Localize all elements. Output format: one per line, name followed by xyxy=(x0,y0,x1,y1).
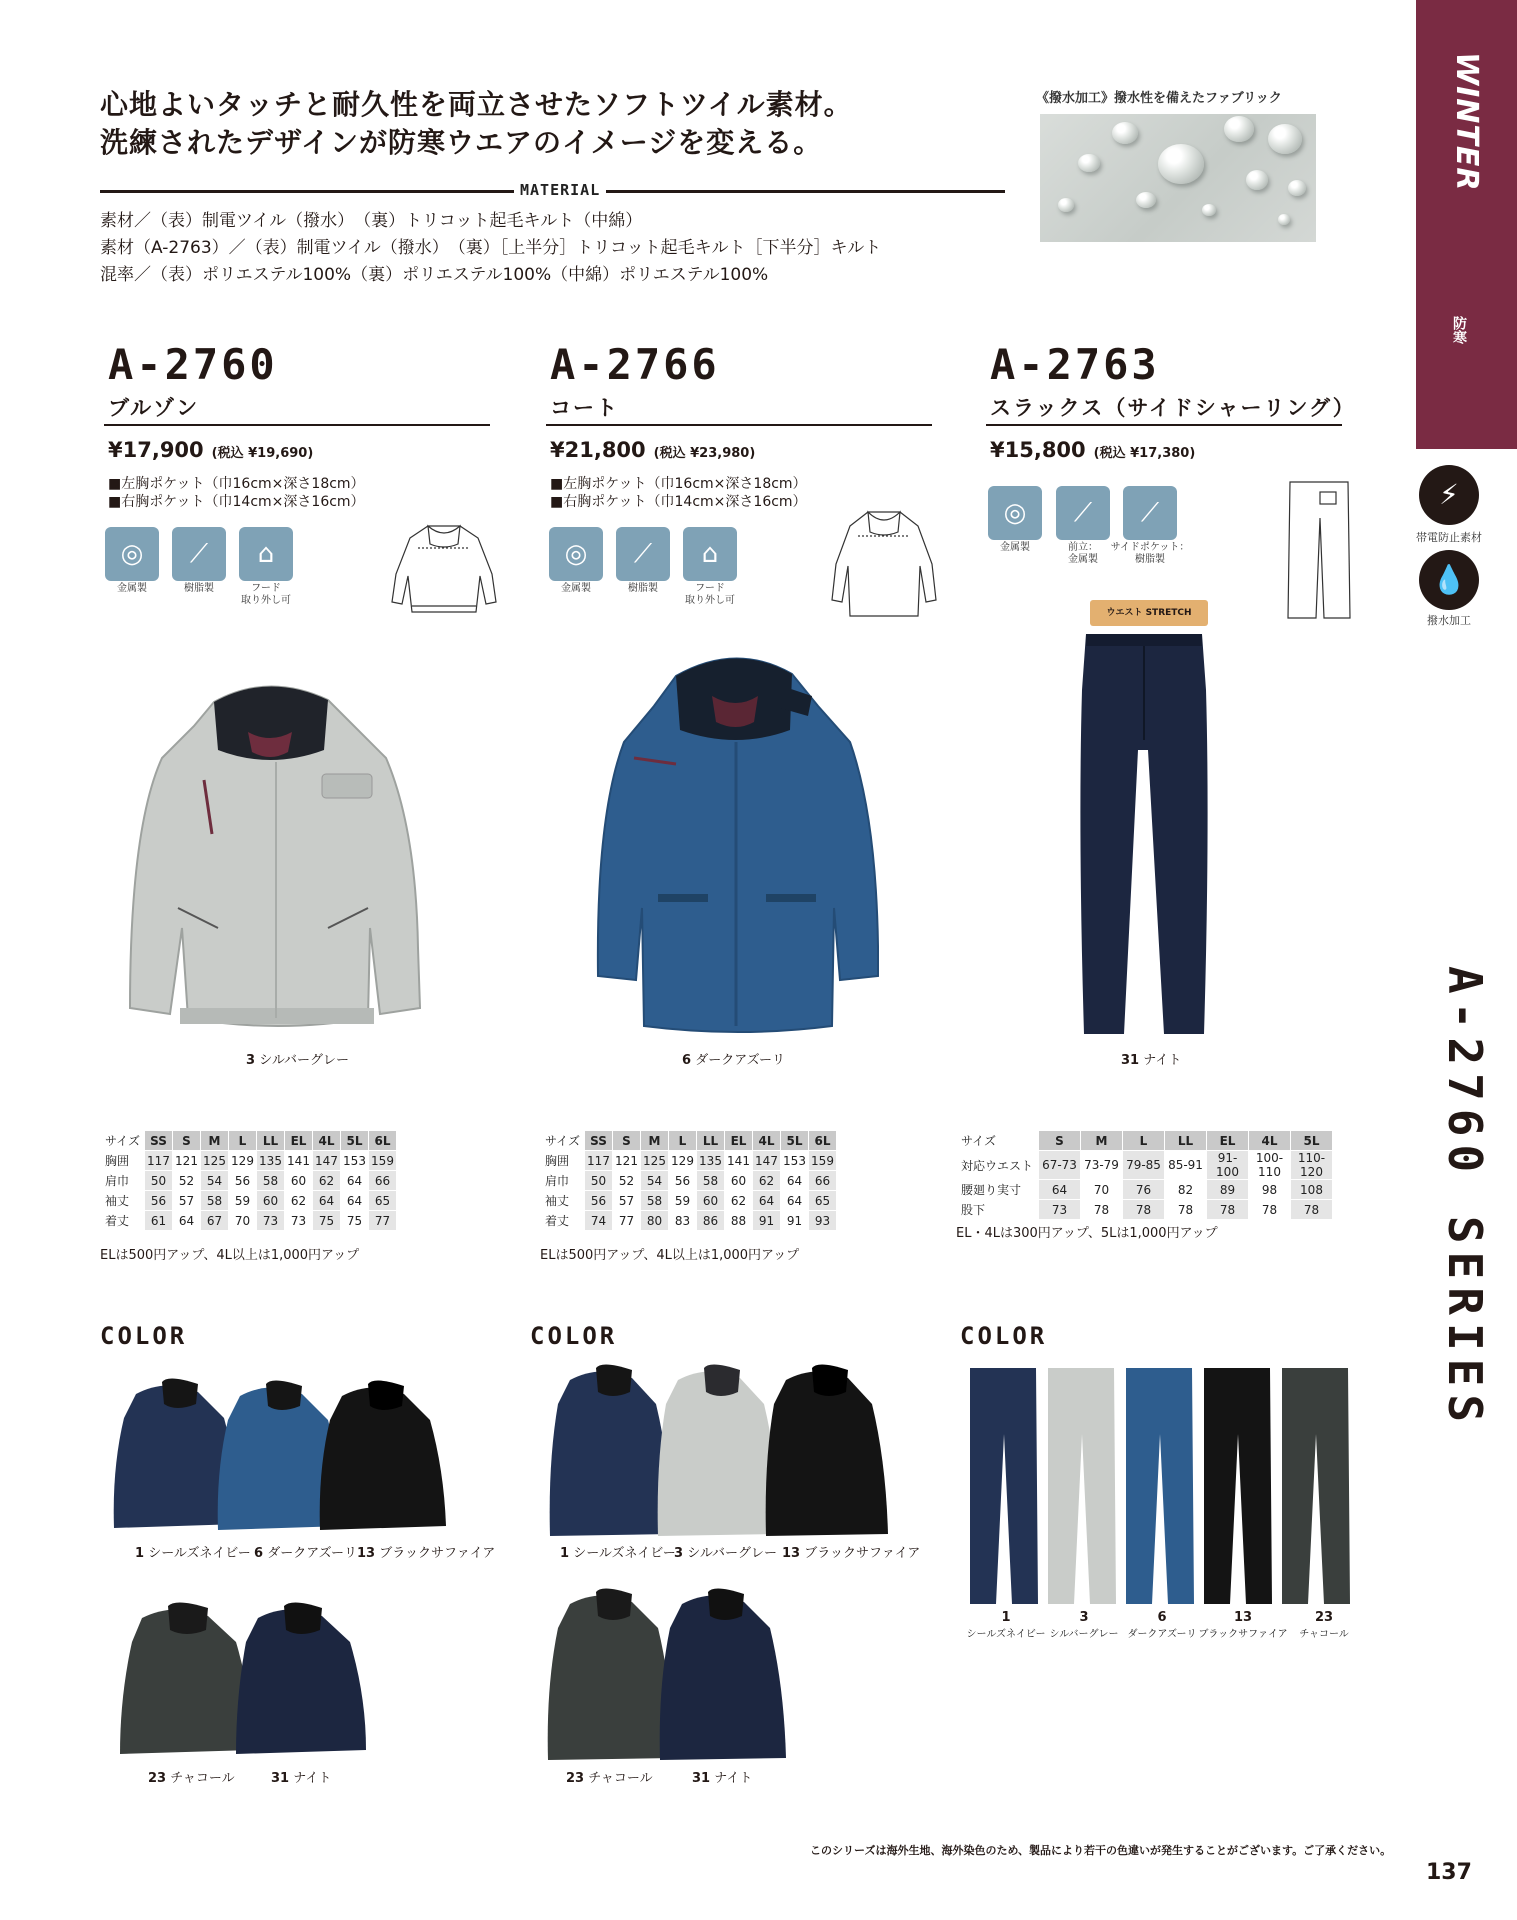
size-cell: 78 xyxy=(1207,1200,1249,1220)
size-cell: 135 xyxy=(697,1151,725,1171)
size-cell: 64 xyxy=(341,1191,369,1211)
size-cell: 60 xyxy=(257,1191,285,1211)
size-cell: 73-79 xyxy=(1081,1151,1123,1180)
size-cell: 64 xyxy=(1039,1180,1081,1200)
tax-price: (税込 ¥19,690) xyxy=(211,446,314,461)
size-cell: 腰廻り実寸 xyxy=(957,1180,1039,1200)
color-caption xyxy=(135,1542,251,1561)
size-cell: 91-100 xyxy=(1207,1151,1249,1180)
size-header-cell: EL xyxy=(1207,1131,1249,1151)
product-code: A-2766 xyxy=(550,340,720,389)
size-cell: 54 xyxy=(641,1171,669,1191)
size-header-cell: 4L xyxy=(753,1131,781,1151)
zipper-icon: ⟋ xyxy=(1123,486,1177,540)
size-cell: 78 xyxy=(1291,1200,1333,1220)
size-header-cell: S xyxy=(613,1131,641,1151)
size-note: ELは500円アップ、4L以上は1,000円アップ xyxy=(540,1248,800,1263)
size-cell: 83 xyxy=(669,1211,697,1231)
size-header-cell: M xyxy=(641,1131,669,1151)
slacks-color-variants xyxy=(966,1364,1372,1610)
size-cell: 64 xyxy=(781,1191,809,1211)
size-table xyxy=(956,1130,1333,1220)
product-code: A-2760 xyxy=(108,340,278,389)
size-cell: 股下 xyxy=(957,1200,1039,1220)
size-cell: 62 xyxy=(725,1191,753,1211)
waist-stretch-label: ウエスト STRETCH xyxy=(1090,600,1208,626)
product-divider xyxy=(986,424,1342,426)
slacks-color-captions xyxy=(966,1610,1366,1644)
price-value: ¥15,800 xyxy=(990,438,1086,462)
color-caption xyxy=(271,1767,331,1786)
color-caption xyxy=(566,1767,653,1786)
size-header-cell: L xyxy=(229,1131,257,1151)
size-table-row xyxy=(541,1151,837,1171)
headline-line-1: 心地よいタッチと耐久性を両立させたソフトツイル素材。 xyxy=(100,88,853,121)
size-cell: 76 xyxy=(1123,1180,1165,1200)
size-cell: 65 xyxy=(809,1191,837,1211)
size-cell: 91 xyxy=(753,1211,781,1231)
size-table-header xyxy=(957,1131,1333,1151)
feature-caption: フード 取り外し可 xyxy=(241,583,291,606)
size-table xyxy=(100,1130,397,1231)
color-number: 31 xyxy=(271,1771,290,1786)
size-cell: 胸囲 xyxy=(541,1151,585,1171)
size-cell: 袖丈 xyxy=(101,1191,145,1211)
color-number: 3 xyxy=(246,1053,256,1068)
size-cell: 肩巾 xyxy=(101,1171,145,1191)
headline xyxy=(100,86,980,162)
pocket-line: ■右胸ポケット（巾14cm×深さ16cm） xyxy=(108,494,365,510)
size-cell: 153 xyxy=(781,1151,809,1171)
color-disclaimer: このシリーズは海外生地、海外染色のため、製品により若干の色違いが発生することがございます。ご了承ください。 xyxy=(810,1844,1392,1857)
pocket-line: ■左胸ポケット（巾16cm×深さ18cm） xyxy=(550,476,807,492)
size-cell: 60 xyxy=(285,1171,313,1191)
size-cell: 57 xyxy=(173,1191,201,1211)
size-cell: 64 xyxy=(341,1171,369,1191)
size-cell: 135 xyxy=(257,1151,285,1171)
product-price xyxy=(550,438,755,462)
material-text xyxy=(100,208,1000,289)
size-cell: 141 xyxy=(285,1151,313,1171)
winter-model-title: WINTER MODEL xyxy=(1377,52,1484,192)
color-name: チャコール xyxy=(170,1771,235,1786)
color-name: シルバーグレー xyxy=(1049,1629,1119,1640)
water-repellent-icon: 💧 xyxy=(1419,550,1479,610)
price-value: ¥17,900 xyxy=(108,438,204,462)
color-caption xyxy=(966,1610,1046,1640)
tax-price: (税込 ¥17,380) xyxy=(1093,446,1196,461)
pocket-line: ■右胸ポケット（巾14cm×深さ16cm） xyxy=(550,494,807,510)
material-line: 素材（A-2763）／（表）制電ツイル（撥水） （裏）［上半分］トリコット起毛キルト［下半分］キルト xyxy=(100,238,882,258)
coat-color-variants-2 xyxy=(540,1586,810,1766)
color-number: 23 xyxy=(1314,1610,1334,1625)
color-name: ブラックサファイア xyxy=(804,1546,921,1561)
color-name: シールズネイビー xyxy=(573,1546,676,1561)
size-cell: 62 xyxy=(753,1171,781,1191)
size-cell: 対応ウエスト xyxy=(957,1151,1039,1180)
color-number: 23 xyxy=(566,1771,585,1786)
size-cell: 66 xyxy=(809,1171,837,1191)
size-cell: 54 xyxy=(201,1171,229,1191)
size-cell: 64 xyxy=(781,1171,809,1191)
color-name: ブラックサファイア xyxy=(1198,1629,1288,1640)
color-name: ダークアズーリ xyxy=(1127,1629,1197,1640)
color-caption xyxy=(692,1767,752,1786)
size-header-cell: 4L xyxy=(313,1131,341,1151)
size-header-cell: EL xyxy=(285,1131,313,1151)
size-header-cell: L xyxy=(1123,1131,1165,1151)
color-heading: COLOR xyxy=(100,1322,188,1350)
main-color-caption xyxy=(682,1049,785,1068)
color-number: 31 xyxy=(1121,1053,1140,1068)
color-name: シルバーグレー xyxy=(687,1546,777,1561)
size-table-row xyxy=(957,1200,1333,1220)
color-number: 13 xyxy=(357,1546,376,1561)
size-cell: 159 xyxy=(369,1151,397,1171)
size-cell: 78 xyxy=(1081,1200,1123,1220)
feature-caption: 金属製 xyxy=(1000,542,1030,553)
color-number: 23 xyxy=(148,1771,167,1786)
size-cell: 肩巾 xyxy=(541,1171,585,1191)
size-cell: 73 xyxy=(285,1211,313,1231)
size-cell: 66 xyxy=(369,1171,397,1191)
color-caption xyxy=(357,1542,495,1561)
feature-caption: 前立： 金属製 xyxy=(1068,542,1098,565)
color-name: ナイト xyxy=(714,1771,753,1786)
size-note: ELは500円アップ、4L以上は1,000円アップ xyxy=(100,1248,360,1263)
main-color-caption xyxy=(1121,1049,1181,1068)
size-cell: 153 xyxy=(341,1151,369,1171)
size-header-cell: S xyxy=(173,1131,201,1151)
color-name: ナイト xyxy=(1143,1053,1182,1068)
size-header-cell: 5L xyxy=(781,1131,809,1151)
size-note: EL・4Lは300円アップ、5Lは1,000円アップ xyxy=(956,1226,1218,1241)
color-number: 6 xyxy=(254,1546,264,1561)
color-heading: COLOR xyxy=(530,1322,618,1350)
size-cell: 58 xyxy=(697,1171,725,1191)
hood-icon: ⌂ xyxy=(239,527,293,581)
color-number: 13 xyxy=(782,1546,801,1561)
size-cell: 62 xyxy=(285,1191,313,1211)
size-cell: 85-91 xyxy=(1165,1151,1207,1180)
size-cell: 59 xyxy=(669,1191,697,1211)
blouson-back-sketch xyxy=(388,518,500,620)
size-cell: 147 xyxy=(753,1151,781,1171)
size-cell: 129 xyxy=(229,1151,257,1171)
size-cell: 80 xyxy=(641,1211,669,1231)
material-label: MATERIAL xyxy=(514,181,606,199)
sidebar-category: 防寒 xyxy=(1451,316,1467,344)
size-header-cell: 4L xyxy=(1249,1131,1291,1151)
color-name: チャコール xyxy=(588,1771,653,1786)
color-name: シルバーグレー xyxy=(259,1053,349,1068)
size-header-cell: S xyxy=(1039,1131,1081,1151)
product-price xyxy=(990,438,1195,462)
size-table-row xyxy=(101,1171,397,1191)
page-number: 137 xyxy=(1426,1860,1472,1885)
size-cell: 147 xyxy=(313,1151,341,1171)
size-cell: 70 xyxy=(1081,1180,1123,1200)
feature-caption: フード 取り外し可 xyxy=(685,583,735,606)
coat-main-photo xyxy=(586,646,886,1034)
size-table-row xyxy=(101,1191,397,1211)
hood-icon: ⌂ xyxy=(683,527,737,581)
size-cell: 64 xyxy=(173,1211,201,1231)
size-header-cell: 5L xyxy=(341,1131,369,1151)
size-cell: 86 xyxy=(697,1211,725,1231)
size-cell: 65 xyxy=(369,1191,397,1211)
fabric-caption: 《撥水加工》撥水性を備えたファブリック xyxy=(1036,91,1282,106)
size-cell: 64 xyxy=(753,1191,781,1211)
size-cell: 73 xyxy=(257,1211,285,1231)
button-icon: ◎ xyxy=(988,486,1042,540)
size-table-header xyxy=(541,1131,837,1151)
size-cell: 93 xyxy=(809,1211,837,1231)
size-header-cell: SS xyxy=(145,1131,173,1151)
size-cell: 117 xyxy=(585,1151,613,1171)
slacks-back-sketch xyxy=(1284,478,1354,620)
size-header-cell: LL xyxy=(257,1131,285,1151)
size-cell: 74 xyxy=(585,1211,613,1231)
size-cell: 75 xyxy=(341,1211,369,1231)
size-header-cell: LL xyxy=(697,1131,725,1151)
main-color-caption xyxy=(246,1049,349,1068)
pocket-line: ■左胸ポケット（巾16cm×深さ18cm） xyxy=(108,476,365,492)
size-table-header xyxy=(101,1131,397,1151)
series-label: A-2760 SERIES xyxy=(1438,966,1492,1431)
size-cell: 58 xyxy=(257,1171,285,1191)
size-cell: 60 xyxy=(697,1191,725,1211)
size-cell: 89 xyxy=(1207,1180,1249,1200)
size-cell: 胸囲 xyxy=(101,1151,145,1171)
size-table-row xyxy=(541,1191,837,1211)
size-cell: 58 xyxy=(201,1191,229,1211)
coat-back-sketch xyxy=(828,504,940,620)
size-cell: 着丈 xyxy=(101,1211,145,1231)
color-number: 31 xyxy=(692,1771,711,1786)
size-cell: 121 xyxy=(613,1151,641,1171)
color-caption xyxy=(1044,1610,1124,1640)
color-name: チャコール xyxy=(1299,1629,1349,1640)
antistatic-caption: 帯電防止素材 xyxy=(1416,531,1482,544)
feature-caption: サイドポケット： 樹脂製 xyxy=(1110,542,1190,565)
size-cell: 110-120 xyxy=(1291,1151,1333,1180)
size-table-row xyxy=(541,1211,837,1231)
size-header-cell: LL xyxy=(1165,1131,1207,1151)
size-header-cell: EL xyxy=(725,1131,753,1151)
color-caption xyxy=(1284,1610,1364,1640)
feature-caption: 樹脂製 xyxy=(184,583,214,594)
size-cell: 141 xyxy=(725,1151,753,1171)
zipper-icon: ⟋ xyxy=(172,527,226,581)
product-name: コート xyxy=(550,396,619,420)
size-cell: 75 xyxy=(313,1211,341,1231)
color-number: 1 xyxy=(135,1546,145,1561)
price-value: ¥21,800 xyxy=(550,438,646,462)
color-number: 13 xyxy=(1233,1610,1253,1625)
size-cell: 125 xyxy=(201,1151,229,1171)
pocket-spec xyxy=(550,475,807,511)
tax-price: (税込 ¥23,980) xyxy=(653,446,756,461)
water-repellent-fabric-photo xyxy=(1040,114,1316,242)
zipper-icon: ⟋ xyxy=(616,527,670,581)
zipper-icon: ⟋ xyxy=(1056,486,1110,540)
product-price xyxy=(108,438,313,462)
size-cell: 58 xyxy=(641,1191,669,1211)
size-cell: 121 xyxy=(173,1151,201,1171)
color-caption xyxy=(782,1542,920,1561)
color-heading: COLOR xyxy=(960,1322,1048,1350)
color-name: ダークアズーリ xyxy=(695,1053,786,1068)
material-line: 素材／（表）制電ツイル（撥水） （裏）トリコット起毛キルト（中綿） xyxy=(100,211,643,231)
coat-color-variants xyxy=(546,1362,914,1542)
color-name: シールズネイビー xyxy=(966,1629,1046,1640)
size-cell: 56 xyxy=(229,1171,257,1191)
size-cell: 61 xyxy=(145,1211,173,1231)
material-line: 混率／（表）ポリエステル100%（裏）ポリエステル100%（中綿）ポリエステル100% xyxy=(100,265,769,285)
size-cell: 117 xyxy=(145,1151,173,1171)
product-divider xyxy=(104,424,490,426)
size-cell: 64 xyxy=(313,1191,341,1211)
color-name: シールズネイビー xyxy=(148,1546,251,1561)
color-caption xyxy=(1198,1610,1288,1640)
size-cell: 159 xyxy=(809,1151,837,1171)
size-cell: 67-73 xyxy=(1039,1151,1081,1180)
feature-caption: 樹脂製 xyxy=(628,583,658,594)
size-header-cell: サイズ xyxy=(541,1131,585,1151)
product-name: スラックス（サイドシャーリング） xyxy=(990,396,1356,420)
size-cell: 73 xyxy=(1039,1200,1081,1220)
size-cell: 78 xyxy=(1249,1200,1291,1220)
slacks-main-photo xyxy=(1076,630,1212,1040)
color-name: ダークアズーリ xyxy=(267,1546,358,1561)
color-name: ナイト xyxy=(293,1771,332,1786)
product-divider xyxy=(546,424,932,426)
size-header-cell: 6L xyxy=(369,1131,397,1151)
size-cell: 78 xyxy=(1165,1200,1207,1220)
size-table-row xyxy=(101,1211,397,1231)
size-cell: 108 xyxy=(1291,1180,1333,1200)
size-cell: 60 xyxy=(725,1171,753,1191)
size-header-cell: サイズ xyxy=(957,1131,1039,1151)
product-name: ブルゾン xyxy=(108,396,200,420)
size-cell: 袖丈 xyxy=(541,1191,585,1211)
feature-caption: 金属製 xyxy=(561,583,591,594)
size-cell: 59 xyxy=(229,1191,257,1211)
size-table-row xyxy=(101,1151,397,1171)
size-header-cell: L xyxy=(669,1131,697,1151)
size-cell: 77 xyxy=(613,1211,641,1231)
size-table-row xyxy=(541,1171,837,1191)
blouson-color-variants xyxy=(106,1378,492,1540)
color-caption xyxy=(148,1767,235,1786)
size-cell: 88 xyxy=(725,1211,753,1231)
color-caption xyxy=(1122,1610,1202,1640)
size-header-cell: M xyxy=(1081,1131,1123,1151)
button-icon: ◎ xyxy=(105,527,159,581)
size-cell: 62 xyxy=(313,1171,341,1191)
size-cell: 57 xyxy=(613,1191,641,1211)
product-code: A-2763 xyxy=(990,340,1160,389)
color-name: ブラックサファイア xyxy=(379,1546,496,1561)
size-cell: 78 xyxy=(1123,1200,1165,1220)
button-icon: ◎ xyxy=(549,527,603,581)
size-cell: 着丈 xyxy=(541,1211,585,1231)
size-cell: 129 xyxy=(669,1151,697,1171)
blouson-main-photo xyxy=(118,678,428,1040)
size-cell: 77 xyxy=(369,1211,397,1231)
size-cell: 50 xyxy=(145,1171,173,1191)
size-cell: 56 xyxy=(145,1191,173,1211)
size-cell: 82 xyxy=(1165,1180,1207,1200)
size-cell: 70 xyxy=(229,1211,257,1231)
size-header-cell: 6L xyxy=(809,1131,837,1151)
size-cell: 50 xyxy=(585,1171,613,1191)
size-cell: 100-110 xyxy=(1249,1151,1291,1180)
size-cell: 52 xyxy=(613,1171,641,1191)
color-caption xyxy=(560,1542,676,1561)
size-cell: 56 xyxy=(585,1191,613,1211)
color-number: 3 xyxy=(674,1546,684,1561)
color-number: 6 xyxy=(682,1053,692,1068)
color-number: 1 xyxy=(1001,1610,1011,1625)
antistatic-icon: ⚡ xyxy=(1419,465,1479,525)
color-number: 6 xyxy=(1157,1610,1167,1625)
size-cell: 67 xyxy=(201,1211,229,1231)
size-cell: 98 xyxy=(1249,1180,1291,1200)
size-header-cell: SS xyxy=(585,1131,613,1151)
size-header-cell: サイズ xyxy=(101,1131,145,1151)
size-table xyxy=(540,1130,837,1231)
color-caption xyxy=(674,1542,777,1561)
size-table-row xyxy=(957,1151,1333,1180)
headline-line-2: 洗練されたデザインが防寒ウエアのイメージを変える。 xyxy=(100,126,823,159)
water-repellent-caption: 撥水加工 xyxy=(1427,614,1471,627)
size-header-cell: M xyxy=(201,1131,229,1151)
size-cell: 91 xyxy=(781,1211,809,1231)
size-cell: 125 xyxy=(641,1151,669,1171)
color-caption xyxy=(254,1542,357,1561)
color-number: 1 xyxy=(560,1546,570,1561)
size-cell: 79-85 xyxy=(1123,1151,1165,1180)
blouson-color-variants-2 xyxy=(118,1600,388,1766)
size-table-row xyxy=(957,1180,1333,1200)
size-cell: 56 xyxy=(669,1171,697,1191)
pocket-spec xyxy=(108,475,365,511)
size-header-cell: 5L xyxy=(1291,1131,1333,1151)
color-number: 3 xyxy=(1079,1610,1089,1625)
size-cell: 52 xyxy=(173,1171,201,1191)
feature-caption: 金属製 xyxy=(117,583,147,594)
